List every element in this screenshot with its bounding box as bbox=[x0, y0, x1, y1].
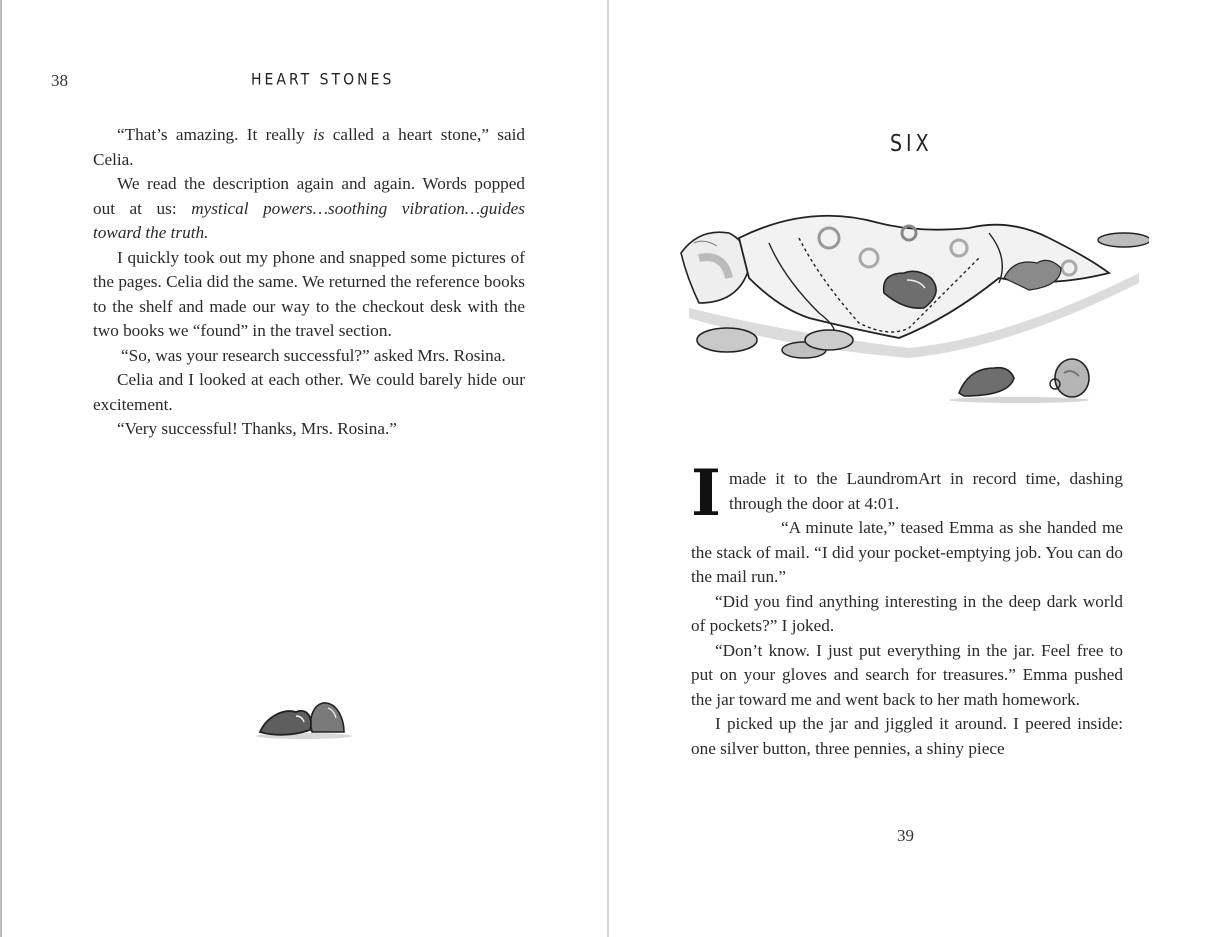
chapter-illustration bbox=[669, 198, 1149, 413]
paragraph: “That’s amazing. It really is called a heart stone,” said Celia. bbox=[93, 125, 525, 169]
page-number: 38 bbox=[51, 71, 68, 90]
chapter-title: SIX bbox=[890, 130, 933, 158]
paragraph: “Very successful! Thanks, Mrs. Rosina.” bbox=[117, 419, 397, 438]
body-text bbox=[691, 456, 1123, 761]
running-head: HEART STONES bbox=[251, 70, 395, 90]
paragraph: Imade it to the LaundromArt in record time, dashing through the door at 4:01. bbox=[691, 456, 1123, 531]
paragraph: We read the description again and again. Words popped out at us: mystical powers…soothing vibration…guides toward the truth. bbox=[93, 174, 525, 242]
paragraph: Celia and I looked at each other. We could barely hide our excitement. bbox=[93, 370, 525, 414]
page-number: 39 bbox=[897, 826, 914, 845]
paragraph: I picked up the jar and jiggled it around. I peered inside: one silver button, three pennies, a shiny piece bbox=[691, 714, 1123, 758]
right-page bbox=[609, 0, 1214, 937]
body-text bbox=[93, 123, 525, 442]
heart-stones-illustration bbox=[252, 692, 362, 747]
paragraph: “So, was your research successful?” asked Mrs. Rosina. bbox=[121, 345, 506, 365]
paragraph: I quickly took out my phone and snapped some pictures of the pages. Celia did the same. We returned the reference books to the shelf and made our way to the checkout desk with the two books we “found” in the travel section. bbox=[93, 247, 525, 340]
paragraph: “Did you find anything interesting in the deep dark world of pockets?” I joked. bbox=[691, 591, 1123, 635]
left-page bbox=[2, 0, 607, 937]
paragraph: “A minute late,” teased Emma as she handed me the stack of mail. “I did your pocket-emptying job. You can do the mail run.” bbox=[691, 518, 1123, 586]
drop-cap: I bbox=[691, 456, 721, 531]
paragraph: “Don’t know. I just put everything in the jar. Feel free to put on your gloves and search for treasures.” Emma pushed the jar toward me and went back to her math homework. bbox=[691, 640, 1123, 709]
